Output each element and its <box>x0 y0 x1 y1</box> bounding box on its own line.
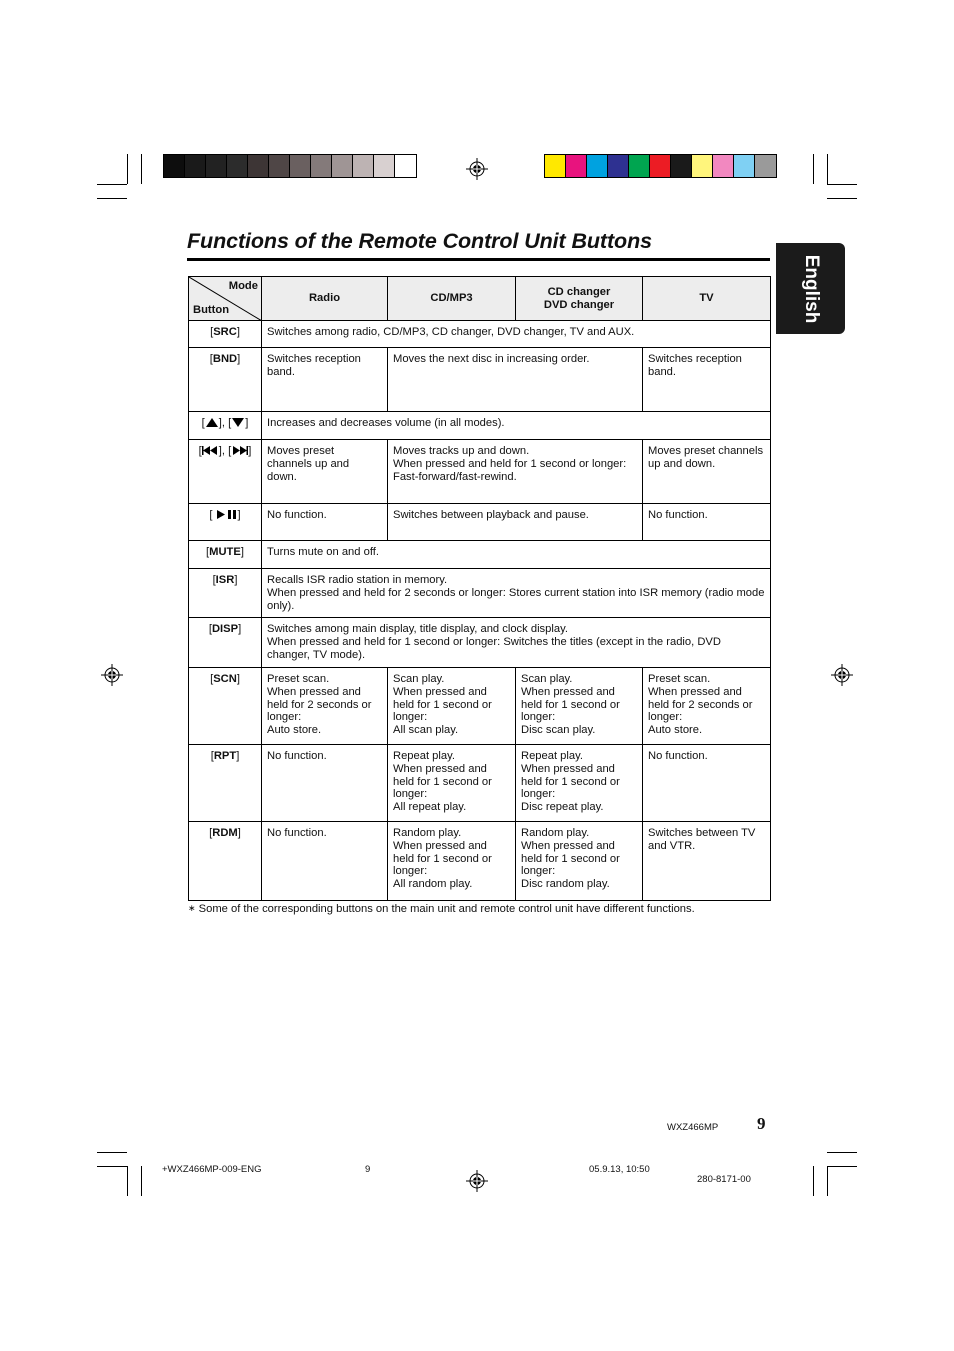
color-swatch <box>629 155 650 177</box>
crop-mark <box>827 1166 828 1196</box>
crop-mark <box>141 154 142 184</box>
scn-cd-line: When pressed and held for 1 second or longer: <box>393 685 492 724</box>
table-row <box>189 668 771 745</box>
src-desc: Switches among radio, CD/MP3, CD changer, DVD changer, TV and AUX. <box>262 321 771 348</box>
separator: , <box>221 445 229 457</box>
header-button: Button <box>193 304 230 317</box>
header-radio: Radio <box>262 277 388 321</box>
scn-radio-line: Preset scan. <box>267 673 330 685</box>
isr-button-label: ISR <box>215 574 235 586</box>
disp-button-label: DISP <box>211 623 239 635</box>
scn-cd-line: Scan play. <box>393 673 445 685</box>
isr-line2: When pressed and held for 2 seconds or longer: Stores current station into ISR memory (radio mode only). <box>267 586 765 612</box>
button-cell-src: [SRC] <box>189 321 262 348</box>
disp-line2: When pressed and held for 1 second or longer: Switches the titles (except in the radio, DVD changer, TV mode). <box>267 635 721 661</box>
play-pause-icon <box>216 509 238 520</box>
scn-tv <box>643 668 771 745</box>
table-row <box>189 412 771 440</box>
color-swatch <box>185 155 206 177</box>
crop-mark <box>827 184 857 185</box>
color-swatch <box>734 155 755 177</box>
color-swatch <box>608 155 629 177</box>
rpt-cdc-line: When pressed and held for 1 second or longer: <box>521 762 620 801</box>
isr-desc <box>262 569 771 618</box>
src-button-label: SRC <box>213 326 237 338</box>
header-cd-changer <box>516 277 643 321</box>
crop-mark <box>827 1152 857 1153</box>
color-swatch <box>290 155 311 177</box>
play-radio: No function. <box>262 504 388 541</box>
crop-mark <box>97 1166 127 1167</box>
crop-mark <box>827 1166 857 1167</box>
color-swatch <box>650 155 671 177</box>
page-number: 9 <box>757 1114 766 1133</box>
language-tab-label: English <box>800 254 822 323</box>
scn-cdc-line: Scan play. <box>521 673 573 685</box>
table-row <box>189 618 771 668</box>
rdm-cdc-line: When pressed and held for 1 second or longer: <box>521 839 620 878</box>
color-swatch <box>374 155 395 177</box>
table-row <box>189 440 771 504</box>
registration-mark-icon <box>466 158 488 180</box>
color-swatch <box>269 155 290 177</box>
scn-cdc-line: When pressed and held for 1 second or longer: <box>521 685 620 724</box>
scn-tv-line: When pressed and held for 2 seconds or longer: <box>648 685 753 724</box>
isr-line1: Recalls ISR radio station in memory. <box>267 574 448 586</box>
rdm-cd-line: Random play. <box>393 827 462 839</box>
button-cell-scn: [SCN] <box>189 668 262 745</box>
color-swatch <box>692 155 713 177</box>
track-cd-line1: Moves tracks up and down. <box>393 445 530 457</box>
crop-mark <box>813 154 814 184</box>
table-header-row <box>189 277 771 321</box>
table-row <box>189 348 771 412</box>
disp-desc <box>262 618 771 668</box>
track-tv: Moves preset channels up and down. <box>643 440 771 504</box>
volume-desc: Increases and decreases volume (in all modes). <box>262 412 771 440</box>
rdm-cdc-line: Random play. <box>521 827 590 839</box>
track-cd-line2: When pressed and held for 1 second or longer: <box>393 457 627 470</box>
model-number: WXZ466MP <box>667 1122 719 1133</box>
color-swatch <box>755 155 776 177</box>
rpt-cd-line: All repeat play. <box>393 801 467 814</box>
rpt-cd-line: When pressed and held for 1 second or longer: <box>393 762 492 801</box>
table-row <box>189 541 771 569</box>
footer-date: 05.9.13, 10:50 <box>589 1164 650 1175</box>
registration-mark-icon <box>101 664 123 686</box>
track-cd <box>388 440 643 504</box>
button-cell-track: [ ], [ ] <box>189 440 262 504</box>
separator: , <box>221 417 229 429</box>
button-cell-rpt: [RPT] <box>189 745 262 822</box>
rpt-radio: No function. <box>262 745 388 822</box>
rdm-cd-line: All random play. <box>393 878 473 891</box>
color-swatch <box>545 155 566 177</box>
footnote-mark: ∗ <box>188 903 196 913</box>
rdm-button-label: RDM <box>212 827 238 839</box>
rpt-button-label: RPT <box>213 750 237 762</box>
button-cell-volume: [ ], [ ] <box>189 412 262 440</box>
color-swatch <box>587 155 608 177</box>
rdm-tv: Switches between TV and VTR. <box>643 822 771 901</box>
table-row <box>189 321 771 348</box>
bnd-tv: Switches reception band. <box>643 348 771 412</box>
crop-mark <box>127 154 128 184</box>
bnd-cd: Moves the next disc in increasing order. <box>388 348 643 412</box>
color-swatch <box>353 155 374 177</box>
scn-button-label: SCN <box>213 673 237 685</box>
crop-mark <box>97 184 127 185</box>
header-cd-changer-line2: DVD changer <box>543 298 615 311</box>
color-calibration-bar <box>544 154 777 178</box>
footnote <box>188 903 695 915</box>
rpt-cdc <box>516 745 643 822</box>
table-row <box>189 745 771 822</box>
header-cd-changer-line1: CD changer <box>547 285 611 298</box>
button-cell-mute: [MUTE] <box>189 541 262 569</box>
previous-track-icon <box>202 445 219 456</box>
bnd-button-label: BND <box>212 353 238 365</box>
color-swatch <box>248 155 269 177</box>
volume-down-icon <box>231 417 245 428</box>
scn-cd <box>388 668 516 745</box>
color-swatch <box>395 155 416 177</box>
scn-radio <box>262 668 388 745</box>
header-mode: Mode <box>228 280 258 292</box>
scn-tv-line: Preset scan. <box>648 673 711 685</box>
color-swatch <box>713 155 734 177</box>
crop-mark <box>97 1152 127 1153</box>
remote-functions-table <box>188 276 771 901</box>
mute-desc: Turns mute on and off. <box>262 541 771 569</box>
button-cell-disp: [DISP] <box>189 618 262 668</box>
scn-radio-line: Auto store. <box>267 724 322 737</box>
rpt-cd <box>388 745 516 822</box>
rpt-cdc-line: Disc repeat play. <box>521 801 604 814</box>
rdm-cd <box>388 822 516 901</box>
footer-file: +WXZ466MP-009-ENG <box>162 1164 262 1175</box>
registration-mark-icon <box>466 1170 488 1192</box>
rdm-radio: No function. <box>262 822 388 901</box>
rdm-cdc <box>516 822 643 901</box>
header-cdmp3: CD/MP3 <box>388 277 516 321</box>
disp-line1: Switches among main display, title display, and clock display. <box>267 623 568 635</box>
footnote-text: Some of the corresponding buttons on the main unit and remote control unit have different functions. <box>198 903 695 915</box>
grayscale-calibration-bar <box>163 154 417 178</box>
scn-cd-line: All scan play. <box>393 724 459 737</box>
color-swatch <box>671 155 692 177</box>
table-row <box>189 504 771 541</box>
button-cell-play-pause: [ ] <box>189 504 262 541</box>
mute-button-label: MUTE <box>209 546 241 558</box>
title-rule <box>187 258 770 261</box>
color-swatch <box>227 155 248 177</box>
crop-mark <box>813 1166 814 1196</box>
rdm-cdc-line: Disc random play. <box>521 878 610 891</box>
play-tv: No function. <box>643 504 771 541</box>
next-track-icon <box>231 445 248 456</box>
color-swatch <box>332 155 353 177</box>
table-row <box>189 569 771 618</box>
language-tab <box>776 243 845 334</box>
scn-cdc-line: Disc scan play. <box>521 724 596 737</box>
play-cd: Switches between playback and pause. <box>388 504 643 541</box>
page-title: Functions of the Remote Control Unit Buttons <box>187 229 652 253</box>
scn-tv-line: Auto store. <box>648 724 703 737</box>
crop-mark <box>827 154 828 184</box>
color-swatch <box>164 155 185 177</box>
color-swatch <box>206 155 227 177</box>
button-cell-rdm: [RDM] <box>189 822 262 901</box>
crop-mark <box>827 198 857 199</box>
color-swatch <box>566 155 587 177</box>
header-mode-button <box>189 277 262 321</box>
button-cell-bnd: [BND] <box>189 348 262 412</box>
track-cd-line3: Fast-forward/fast-rewind. <box>393 470 517 483</box>
track-radio: Moves preset channels up and down. <box>262 440 388 504</box>
rpt-tv: No function. <box>643 745 771 822</box>
registration-mark-icon <box>831 664 853 686</box>
rdm-cd-line: When pressed and held for 1 second or longer: <box>393 839 492 878</box>
color-swatch <box>311 155 332 177</box>
button-cell-isr: [ISR] <box>189 569 262 618</box>
rpt-cd-line: Repeat play. <box>393 750 455 762</box>
header-tv: TV <box>643 277 771 321</box>
rpt-cdc-line: Repeat play. <box>521 750 583 762</box>
bnd-radio: Switches reception band. <box>262 348 388 412</box>
table-row <box>189 822 771 901</box>
footer-page: 9 <box>365 1164 371 1175</box>
volume-up-icon <box>205 417 219 428</box>
crop-mark <box>127 1166 128 1196</box>
crop-mark <box>97 198 127 199</box>
footer-code: 280-8171-00 <box>697 1174 751 1185</box>
crop-mark <box>141 1166 142 1196</box>
scn-cdc <box>516 668 643 745</box>
scn-radio-line: When pressed and held for 2 seconds or longer: <box>267 685 372 724</box>
